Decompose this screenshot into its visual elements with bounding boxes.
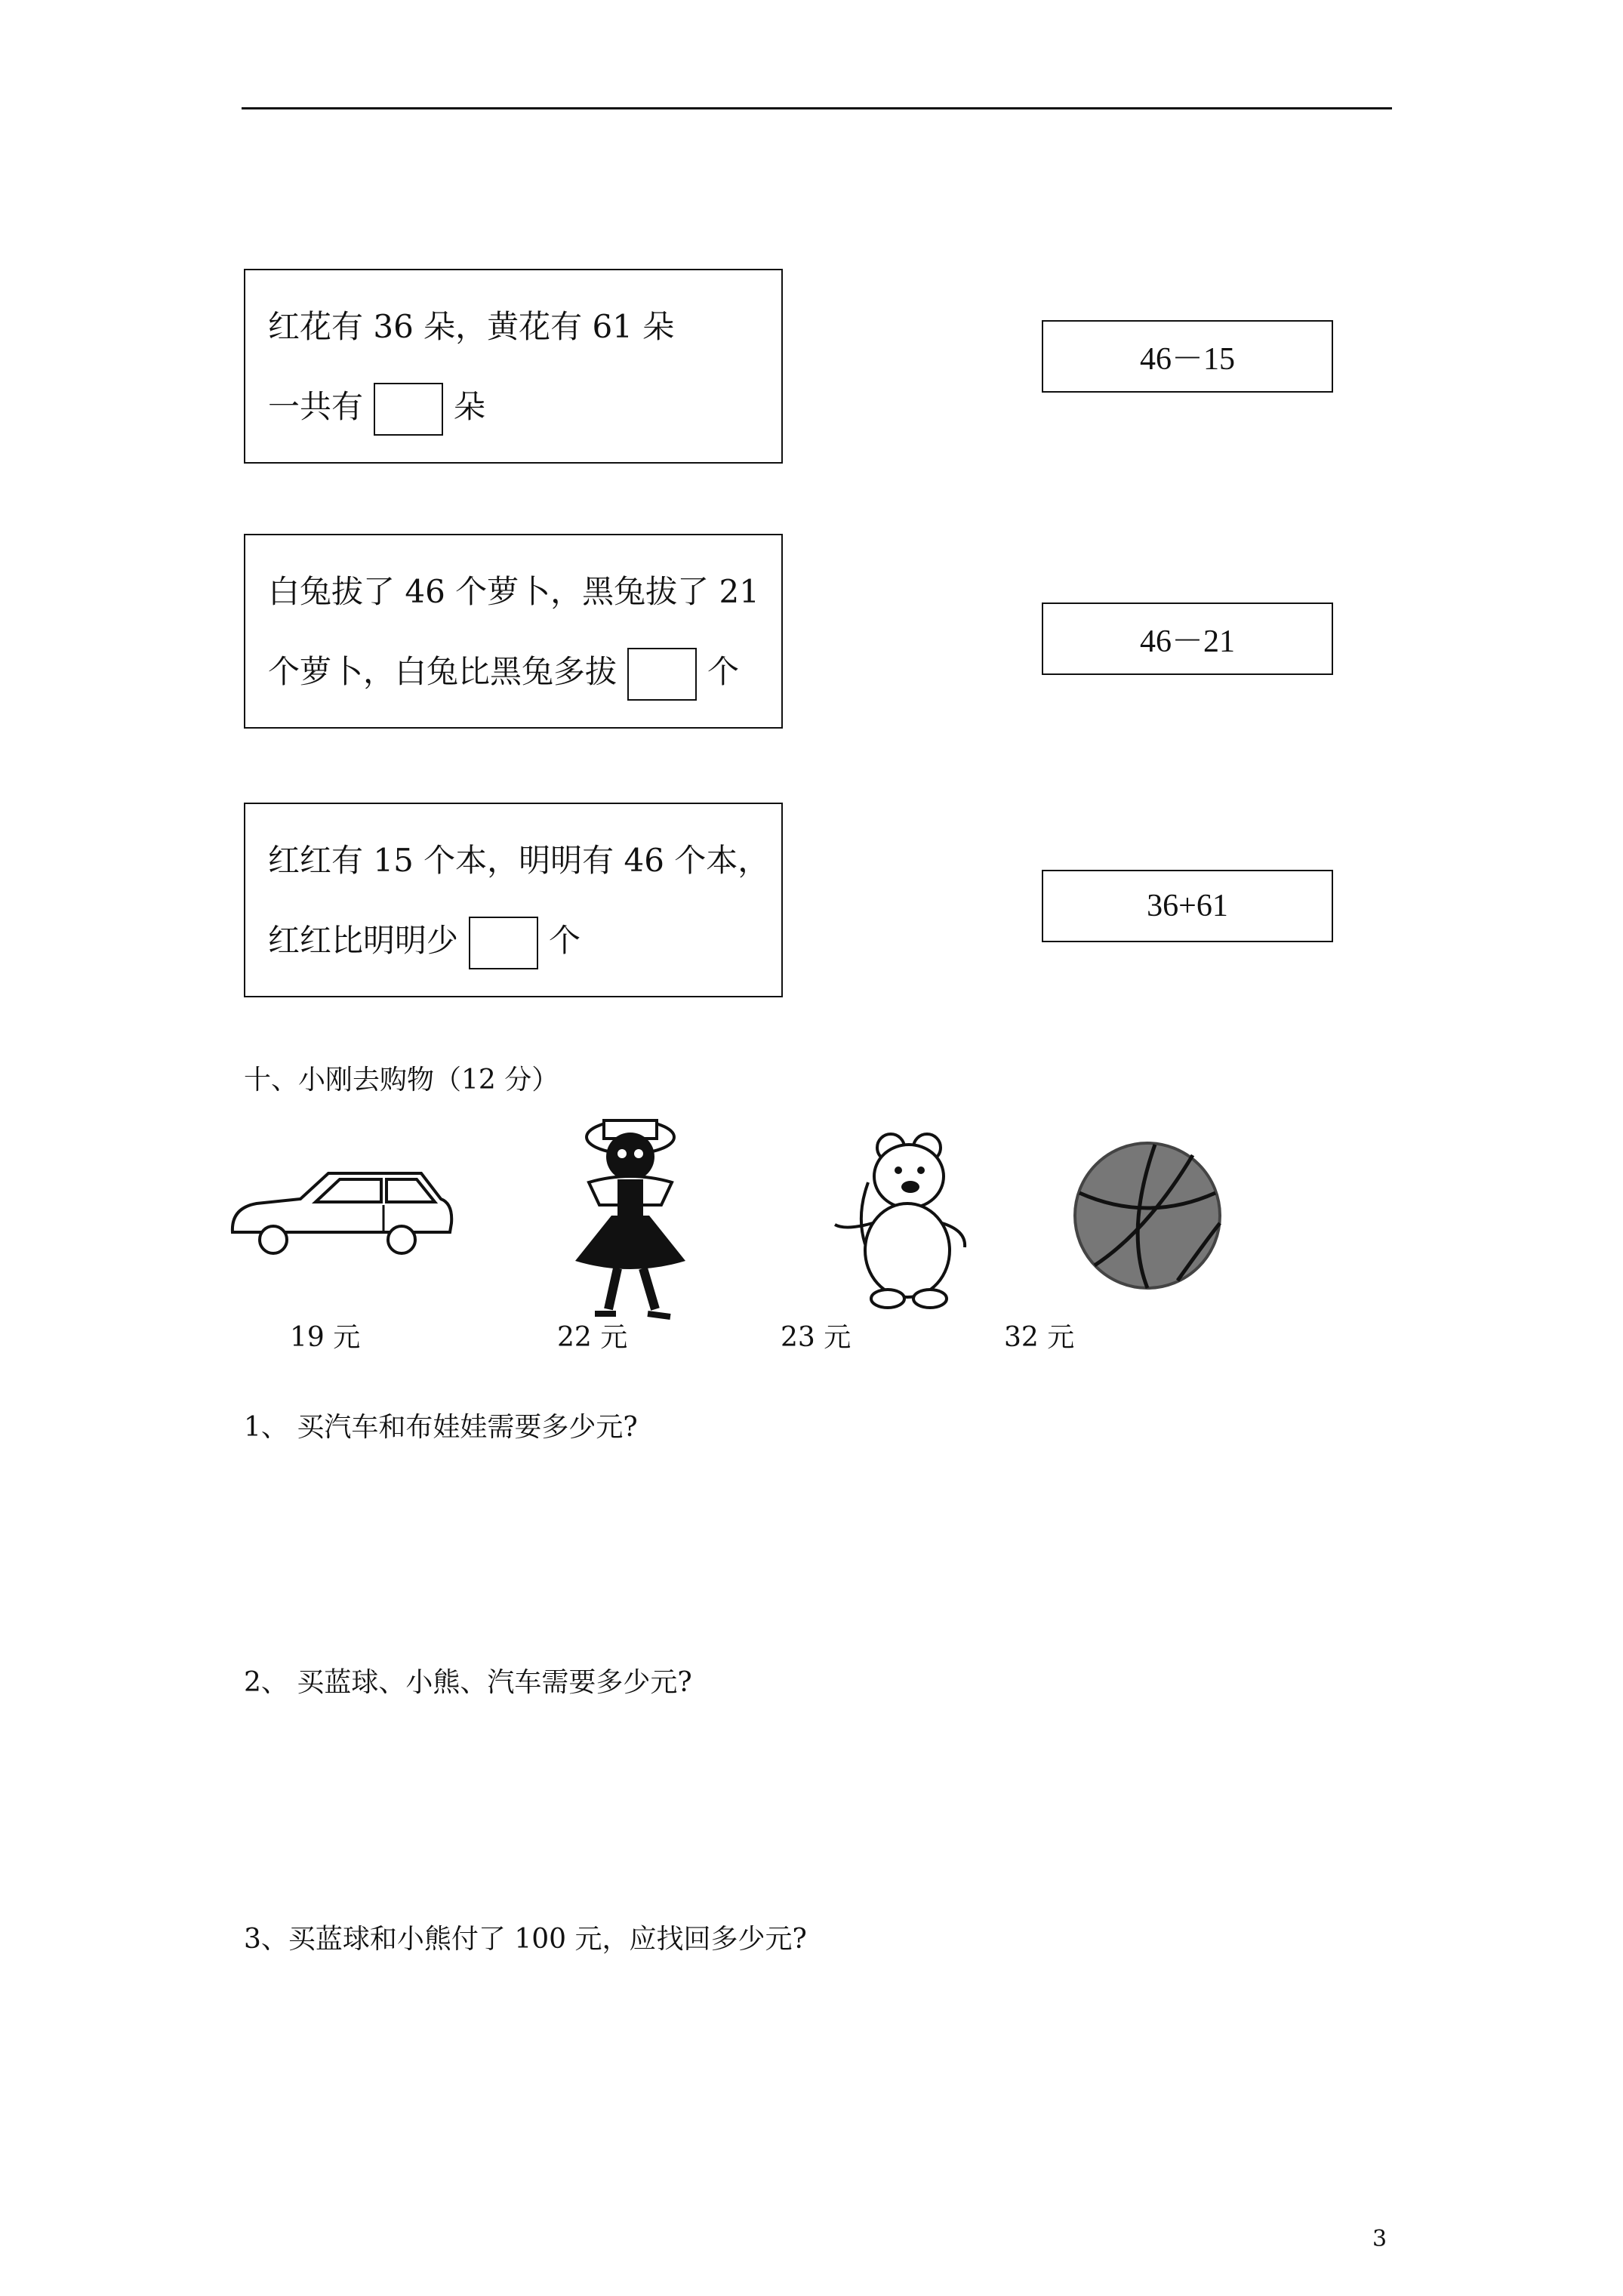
problem-2-line1: 白兔拔了 46 个萝卜，黑兔拔了 21	[268, 573, 759, 610]
basketball-icon	[1064, 1140, 1230, 1291]
answer-box-3[interactable]	[469, 917, 538, 969]
problem-3-line2-before: 红红比明明少	[268, 922, 459, 959]
answer-box-1[interactable]	[374, 383, 443, 436]
section-title: 十、小刚去购物（12 分）	[244, 1065, 559, 1096]
problem-2-line2-before: 个萝卜，白兔比黑兔多拔	[268, 653, 617, 690]
problem-box-2	[244, 534, 783, 729]
expression-box-2[interactable]: 46－21	[1042, 603, 1333, 675]
question-3: 3、买蓝球和小熊付了 100 元，应找回多少元?	[244, 1924, 807, 1955]
expression-box-3[interactable]: 36+61	[1042, 870, 1333, 942]
problem-1-line2-before: 一共有	[268, 388, 364, 425]
problem-1-line2-after: 朵	[454, 388, 486, 425]
price-bear: 23 元	[781, 1322, 852, 1353]
price-basketball: 32 元	[1004, 1322, 1075, 1353]
problem-box-3	[244, 803, 783, 997]
expression-box-1[interactable]: 46－15	[1042, 320, 1333, 393]
car-icon	[226, 1170, 460, 1268]
question-1: 1、 买汽车和布娃娃需要多少元?	[244, 1412, 638, 1443]
problem-3-line2	[268, 916, 581, 969]
bear-icon	[815, 1117, 981, 1314]
problem-1-line2	[268, 382, 485, 436]
problem-2-line2	[268, 647, 739, 701]
price-car: 19 元	[290, 1322, 361, 1353]
problem-box-1	[244, 269, 783, 464]
header-rule	[242, 107, 1392, 109]
doll-icon	[551, 1110, 710, 1321]
answer-box-2[interactable]	[627, 648, 697, 701]
problem-1-line1: 红花有 36 朵，黄花有 61 朵	[268, 308, 675, 345]
problem-3-line1: 红红有 15 个本，明明有 46 个本，	[268, 842, 770, 879]
question-2: 2、 买蓝球、小熊、汽车需要多少元?	[244, 1667, 692, 1698]
problem-3-line2-after: 个	[549, 922, 581, 959]
price-doll: 22 元	[557, 1322, 628, 1353]
problem-2-line2-after: 个	[707, 653, 740, 690]
page-number: 3	[1372, 2226, 1387, 2252]
